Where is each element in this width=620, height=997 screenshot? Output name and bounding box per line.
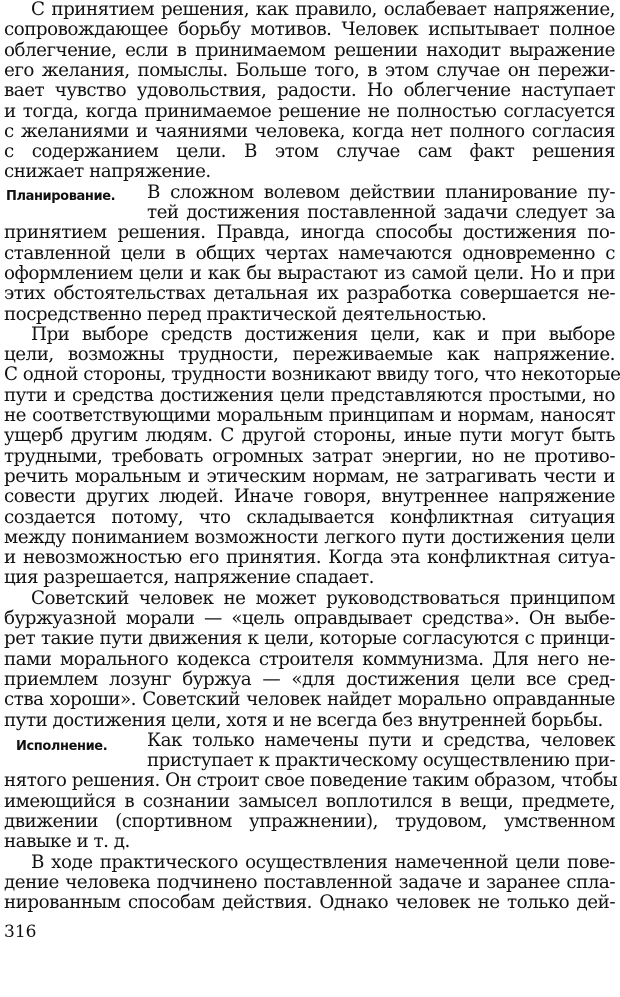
text-line: В ходе практического осуществления намеченной цели пове- (31, 851, 615, 873)
text-line: облегчение, если в принимаемом решении находит выражение (4, 39, 615, 61)
text-line: и невозможностью его принятия. Когда эта конфликтная ситуа- (4, 547, 615, 569)
text-line: не соответствующими моральным принципам и нормам, наносят (4, 405, 615, 426)
text-line: снижает напряжение. (4, 161, 211, 183)
text-line: с желаниями и чаяниями человека, когда нет полного согласия (4, 120, 615, 142)
text-line: этих обстоятельствах детальная их разработка совершается не- (4, 283, 615, 305)
page-number: 316 (4, 921, 37, 942)
text-line: нятого решения. Он строит свое поведение таким образом, чтобы (4, 770, 618, 792)
text-line: ция разрешается, напряжение спадает. (4, 567, 374, 589)
text-line: посредственно перед практической деятельностью. (4, 303, 487, 325)
text-line: сопровождающее борьбу мотивов. Человек испытывает полное (4, 19, 615, 41)
text-line: пути достижения цели, хотя и не всегда без внутренней борьбы. (4, 709, 603, 731)
text-line: ства хороши». Советский человек найдет морально оправданные (4, 689, 615, 711)
text-line: С одной стороны, трудности возникают ввиду того, что некоторые (4, 364, 620, 386)
text-line: тей достижения поставленной задачи следует за (147, 202, 615, 223)
text-line: имеющийся в сознании замысел воплотился в вещи, предмете, (4, 790, 615, 812)
text-line: принятием решения. Правда, иногда способы достижения по- (4, 222, 615, 244)
text-line: между пониманием возможности легкого пути достижения цели (4, 526, 615, 548)
text-line: цели, возможны трудности, переживаемые как напряжение. (4, 344, 615, 366)
text-line: с содержанием цели. В этом случае сам факт решения (4, 141, 615, 163)
text-line: буржуазной морали — «цель оправдывает средства». Он выбе- (4, 608, 615, 629)
text-line: пами морального кодекса строителя коммунизма. Для него не- (4, 648, 615, 670)
text-line: его желания, помыслы. Больше того, в этом случае он пережи- (4, 59, 615, 81)
side-heading-execution: Исполнение. (16, 738, 108, 754)
text-line: и тогда, когда принимаемое решение не полностью согласуется (4, 100, 615, 122)
text-line: речить моральным и этическим нормам, не затрагивать чести и (4, 465, 615, 487)
text-line: навыке и т. д. (4, 831, 130, 853)
text-line: рет такие пути движения к цели, которые согласуются с принци- (4, 628, 615, 650)
text-line: В сложном волевом действии планирование пу- (147, 181, 615, 203)
side-heading-planning: Планирование. (6, 188, 116, 204)
text-line: дение человека подчинено поставленной задаче и заранее спла- (4, 871, 615, 893)
text-line: оформлением цели и как бы вырастают из самой цели. Но и при (4, 262, 615, 284)
text-line: трудными, требовать огромных затрат энергии, но не противо- (4, 445, 615, 467)
text-line: Советский человек не может руководствоваться принципом (31, 587, 615, 609)
text-line: вает чувство удовольствия, радости. Но облегчение наступает (4, 80, 615, 102)
text-line: создается потому, что складывается конфликтная ситуация (4, 506, 615, 528)
text-line: ставленной цели в общих чертах намечаются одновременно с (4, 242, 615, 264)
text-line: С принятием решения, как правило, ослабевает напряжение, (31, 0, 615, 20)
text-line: движении (спортивном упражнении), трудовом, умственном (4, 811, 615, 832)
text-line: совести других людей. Иначе говоря, внутреннее напряжение (4, 486, 615, 508)
text-line: ущерб другим людям. С другой стороны, иные пути могут быть (4, 425, 615, 447)
text-line: При выборе средств достижения цели, как и при выборе (31, 323, 615, 345)
text-line: Как только намечены пути и средства, человек (147, 729, 615, 751)
text-line: нированным способам действия. Однако человек не только дей- (4, 892, 615, 914)
text-line: приемлем лозунг буржуа — «для достижения цели все сред- (4, 668, 615, 690)
text-line: пути и средства достижения цели представляются простыми, но (4, 384, 615, 406)
text-line: приступает к практическому осуществлению при- (147, 750, 615, 772)
